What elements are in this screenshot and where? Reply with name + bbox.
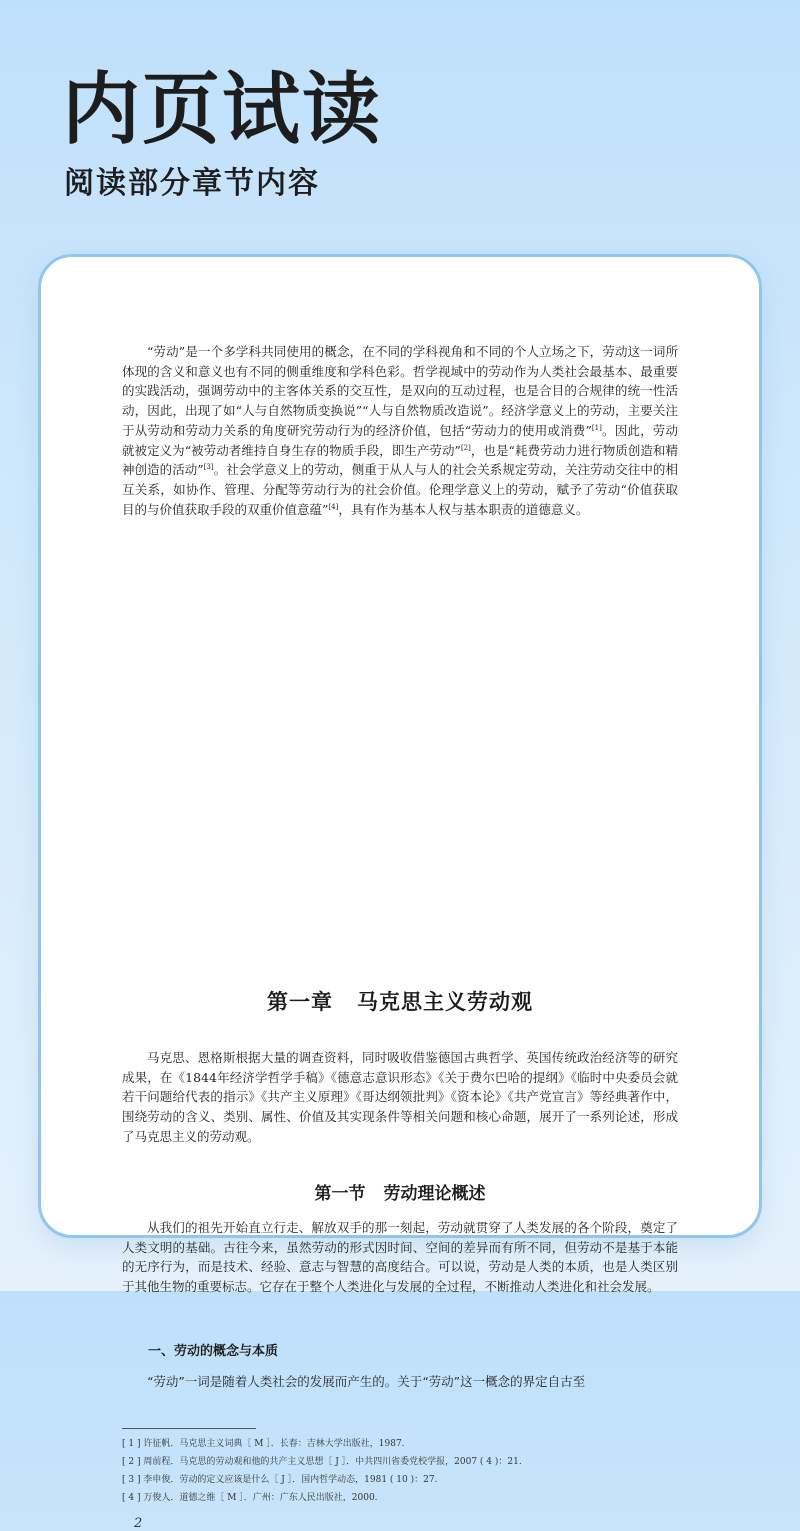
page-title: 内页试读 <box>62 65 383 155</box>
section-paragraph: 从我们的祖先开始直立行走、解放双手的那一刻起，劳动就贯穿了人类发展的各个阶段，奠定了人类文明的基础。古往今来，虽然劳动的形式因时间、空间的差异而有所不同，但劳动不是基于本能的无序行为，而是技术、经验、意志与智慧的高度结合。可以说，劳动是人类的本质，也是人类区别于其他生物的重要标志。它存在于整个人类进化与发展的全过程，不断推动人类进化和社会发展。 <box>122 1220 678 1295</box>
intro-paragraph <box>122 342 678 519</box>
footnote-divider <box>122 1428 256 1429</box>
section-number: 第一节 <box>314 1184 366 1204</box>
footnote-ref-3: [3] <box>203 463 214 472</box>
footnote-item: [ 4 ] 万俊人．道德之维［ M ］．广州：广东人民出版社，2000. <box>122 1493 378 1503</box>
section-heading <box>122 1178 678 1210</box>
footnote-item: [ 2 ] 周前程．马克思的劳动观和他的共产主义思想［ J ］．中共四川省委党校学报，2007 ( 4 )：21. <box>122 1457 522 1467</box>
footnote-ref-2: [2] <box>460 443 471 452</box>
footnote-ref-1: [1] <box>591 423 602 432</box>
page-subtitle: 阅读部分章节内容 <box>64 166 320 201</box>
page-number: 2 <box>134 1516 143 1531</box>
subsection-heading: 一、劳动的概念与本质 <box>148 1344 279 1359</box>
intro-text-5: ，具有作为基本人权与基本职责的道德意义。 <box>338 501 589 517</box>
footnote-item: [ 1 ] 许征帆．马克思主义词典［ M ］．长春：吉林大学出版社，1987. <box>122 1439 405 1449</box>
subsection-paragraph: “劳动”一词是随着人类社会的发展而产生的。关于“劳动”这一概念的界定自古至 <box>147 1374 586 1389</box>
footnotes <box>122 1435 678 1507</box>
chapter-title: 马克思主义劳动观 <box>357 989 533 1014</box>
intro-text-3: ，也是“耗费劳动力进行物质创造和精神创造的活动” <box>122 442 678 478</box>
intro-text-2: 。因此，劳动就被定义为“被劳动者维持自身生存的物质手段，即生产劳动” <box>122 422 678 458</box>
chapter-paragraph: 马克思、恩格斯根据大量的调查资料，同时吸收借鉴德国古典哲学、英国传统政治经济等的研究成果，在《1844年经济学哲学手稿》《德意志意识形态》《关于费尔巴哈的提纲》《临时中央委员会就若干问题给代表的指示》《共产主义原理》《哥达纲领批判》《资本论》《共产党宣言》等经典著作中，围绕劳动的含义、类别、属性、价值及其实现条件等相关问题和核心命题，展开了一系列论述，形成了马克思主义的劳动观。 <box>122 1050 678 1144</box>
section-title: 劳动理论概述 <box>383 1184 486 1204</box>
chapter-heading <box>122 982 678 1022</box>
footnote-ref-4: [4] <box>328 502 339 511</box>
intro-text-1: “劳动”是一个多学科共同使用的概念，在不同的学科视角和不同的个人立场之下，劳动这一词所体现的含义和意义也有不同的侧重维度和学科色彩。哲学视域中的劳动作为人类社会最基本、最重要的实践活动，强调劳动中的主客体关系的交互性，是双向的互动过程，也是合目的合规律的统一性活动，因此，出现了如“人与自然物质变换说”“人与自然物质改造说”。经济学意义上的劳动，主要关注于从劳动和劳动力关系的角度研究劳动行为的经济价值，包括“劳动力的使用或消费” <box>122 344 678 438</box>
footnote-item: [ 3 ] 李申俊．劳动的定义应该是什么［ J ］．国内哲学动态，1981 ( 10 )：27. <box>122 1475 438 1485</box>
intro-text-4: 。社会学意义上的劳动，侧重于从人与人的社会关系规定劳动，关注劳动交往中的相互关系，如协作、管理、分配等劳动行为的社会价值。伦理学意义上的劳动，赋予了劳动“价值获取目的与价值获取手段的双重价值意蕴” <box>122 462 678 517</box>
chapter-number: 第一章 <box>267 989 333 1014</box>
